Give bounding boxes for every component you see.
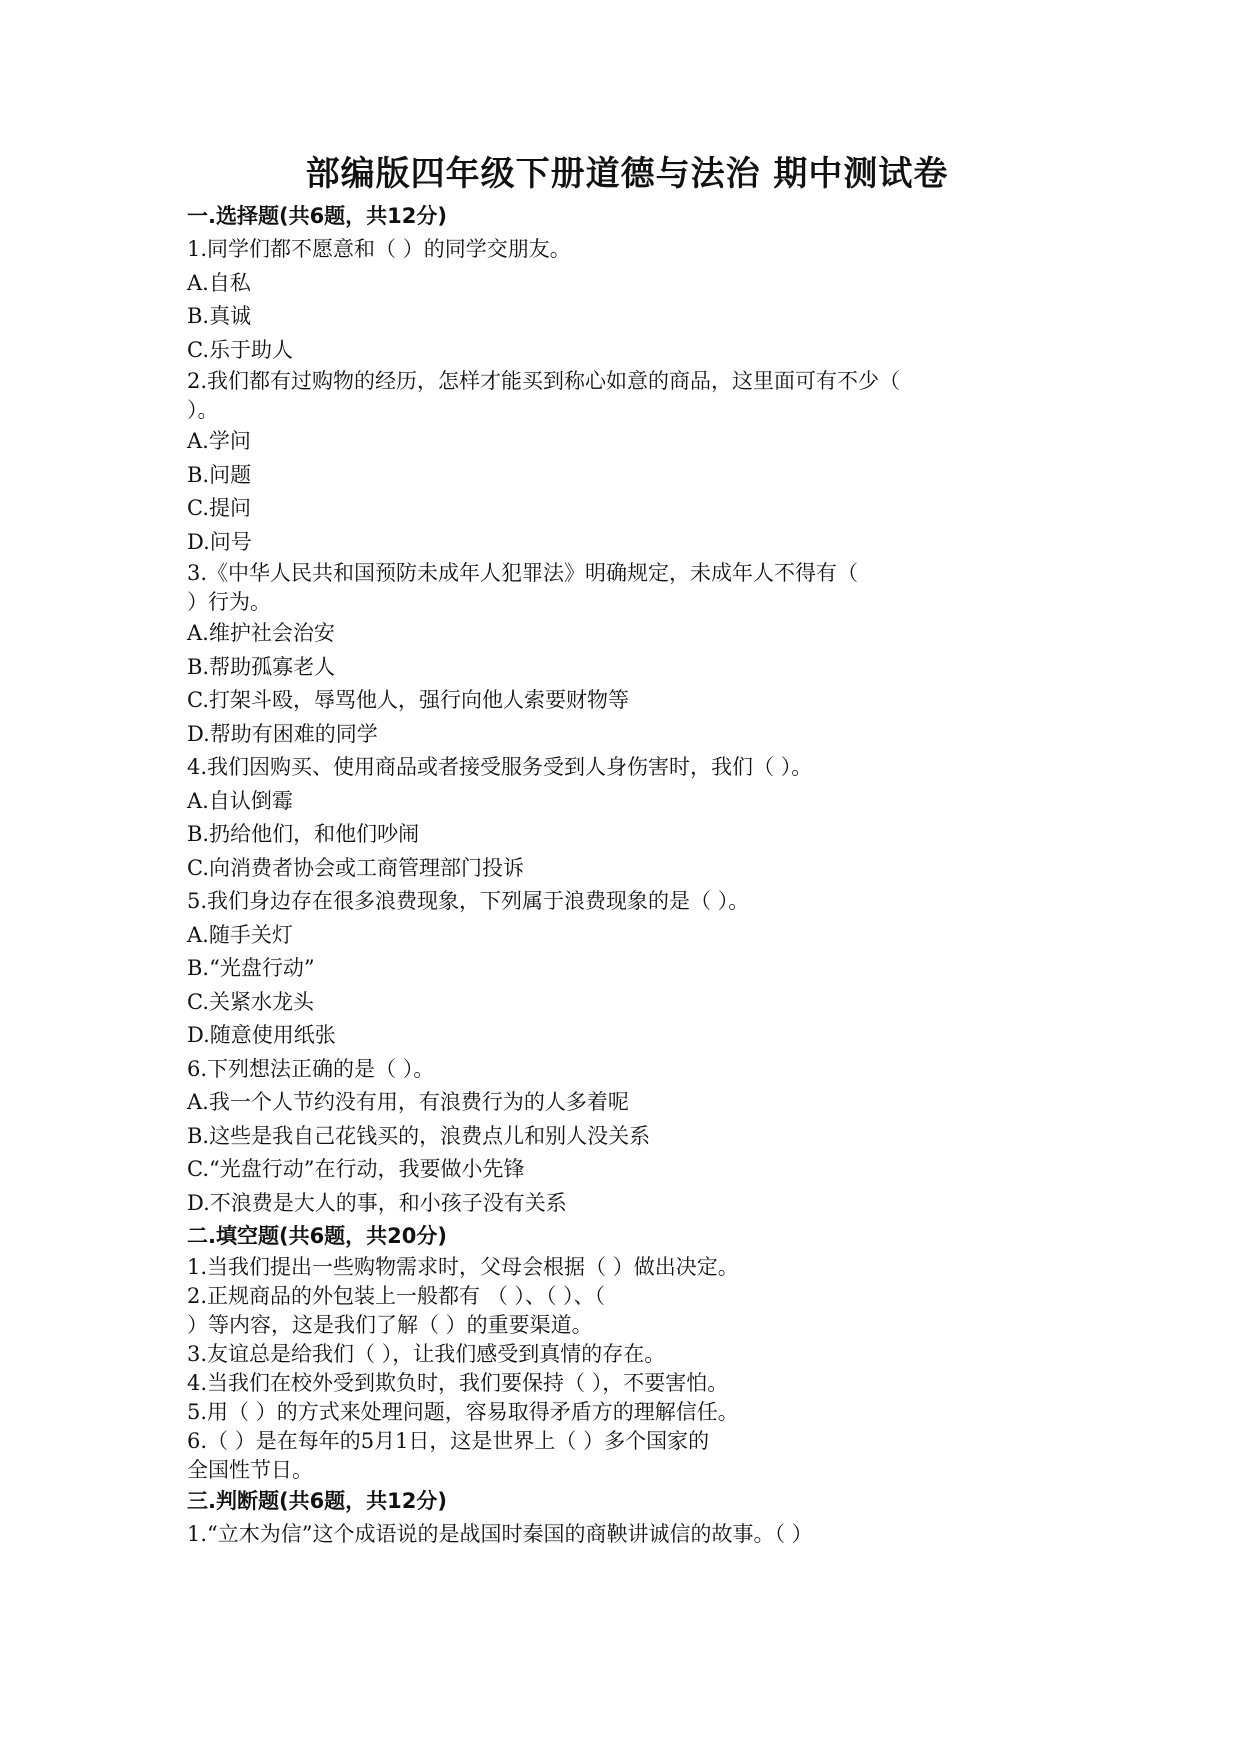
question-line-cont: 全国性节日。 [187, 1458, 313, 1482]
option-line: C.提问 [187, 496, 251, 520]
option-line: C.关紧水龙头 [187, 989, 314, 1014]
question-line: 1.当我们提出一些购物需求时，父母会根据（ ）做出决定。 [187, 1255, 739, 1279]
option-line: A.自认倒霉 [187, 788, 293, 813]
question-line: 3.友谊总是给我们（ ），让我们感受到真情的存在。 [187, 1342, 666, 1366]
question-line: 5.用（ ）的方式来处理问题，容易取得矛盾方的理解信任。 [187, 1400, 739, 1424]
option-line: D.不浪费是大人的事，和小孩子没有关系 [187, 1190, 567, 1215]
question-line-cont: ）等内容，这是我们了解（ ）的重要渠道。 [187, 1313, 593, 1337]
question-line-cont: ）行为。 [187, 590, 271, 614]
option-line: C.“光盘行动”在行动，我要做小先锋 [187, 1157, 525, 1181]
option-line: B.扔给他们，和他们吵闹 [187, 822, 420, 846]
option-line: B.这些是我自己花钱买的，浪费点儿和别人没关系 [187, 1123, 651, 1148]
question-line: 6.（ ）是在每年的5月1日，这是世界上（ ）多个国家的 [187, 1429, 710, 1453]
question-line-cont: ）。 [187, 398, 219, 422]
option-line: A.学问 [187, 429, 251, 453]
option-line: B.真诚 [187, 304, 252, 328]
option-line: D.问号 [187, 529, 252, 554]
question-line: 4.当我们在校外受到欺负时，我们要保持（ ），不要害怕。 [187, 1371, 729, 1395]
option-line: B.“光盘行动” [187, 956, 315, 980]
question-line: 2.正规商品的外包装上一般都有 （ ）、（ ）、（ [187, 1284, 606, 1308]
question-line: 3.《中华人民共和国预防未成年人犯罪法》明确规定，未成年人不得有（ [187, 561, 859, 585]
option-line: B.帮助孤寡老人 [187, 654, 336, 679]
question-line: 5.我们身边存在很多浪费现象，下列属于浪费现象的是（ ）。 [187, 889, 750, 913]
option-line: D.随意使用纸张 [187, 1023, 336, 1047]
question-line: 1.“立木为信”这个成语说的是战国时秦国的商鞅讲诚信的故事。（ ） [187, 1522, 813, 1546]
option-line: B.问题 [187, 462, 252, 487]
exam-paper [187, 150, 1067, 1552]
question-line: 4.我们因购买、使用商品或者接受服务受到人身伤害时，我们（ ）。 [187, 755, 813, 779]
section-heading: 一.选择题(共6题，共12分) [187, 204, 448, 228]
question-line: 6.下列想法正确的是（ ）。 [187, 1056, 435, 1081]
section-fill-in-blank [187, 1220, 1067, 1485]
question-line: 1.同学们都不愿意和（ ）的同学交朋友。 [187, 237, 571, 261]
option-line: D.帮助有困难的同学 [187, 721, 378, 746]
option-line: A.我一个人节约没有用，有浪费行为的人多着呢 [187, 1090, 629, 1114]
section-true-false [187, 1485, 1067, 1552]
page-title: 部编版四年级下册道德与法治 期中测试卷 [305, 154, 949, 194]
section-multiple-choice [187, 200, 1067, 1220]
option-line: C.向消费者协会或工商管理部门投诉 [187, 855, 524, 880]
option-line: C.乐于助人 [187, 337, 293, 362]
option-line: A.自私 [187, 270, 251, 295]
section-heading: 三.判断题(共6题，共12分) [187, 1489, 448, 1513]
question-line: 2.我们都有过购物的经历，怎样才能买到称心如意的商品，这里面可有不少（ [187, 369, 901, 393]
option-line: C.打架斗殴，辱骂他人，强行向他人索要财物等 [187, 688, 629, 712]
option-line: A.维护社会治安 [187, 621, 335, 645]
section-heading: 二.填空题(共6题，共20分) [187, 1224, 448, 1248]
option-line: A.随手关灯 [187, 922, 293, 947]
